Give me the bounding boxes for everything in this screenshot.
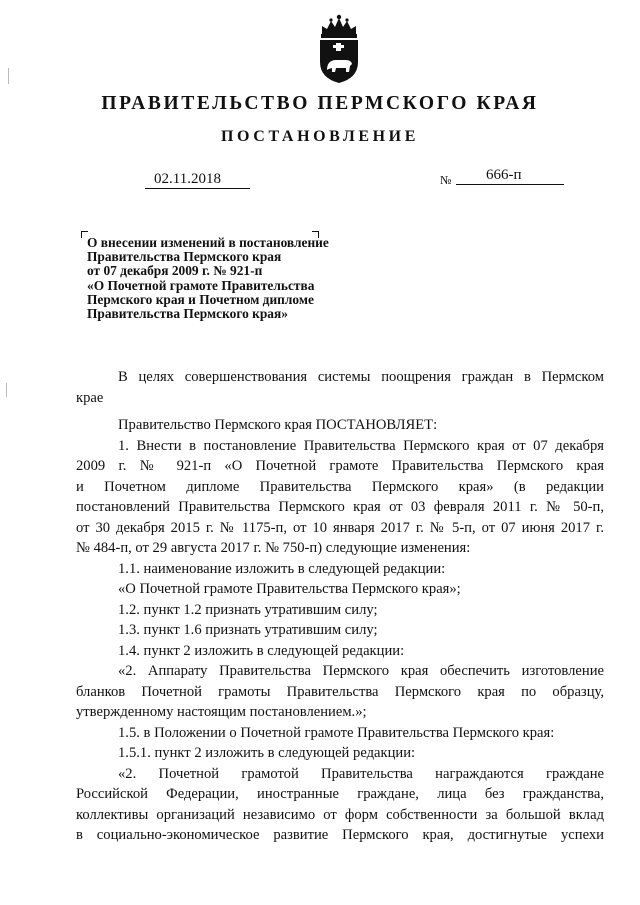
body-line: в социально-экономическое развитие Пермского края, достигнутые успехи bbox=[76, 827, 604, 843]
document-date: 02.11.2018 bbox=[145, 171, 250, 189]
body-line: 1.4. пункт 2 изложить в следующей редакции: bbox=[118, 642, 405, 659]
body-line: 1.5.1. пункт 2 изложить в следующей редакции: bbox=[118, 745, 416, 761]
body-line: «О Почетной грамоте Правительства Пермского края»; bbox=[118, 581, 461, 597]
body-line: 2009 г. № 921-п «О Почетной грамоте Правительства Пермского края bbox=[76, 458, 604, 474]
document-type: ПОСТАНОВЛЕНИЕ bbox=[221, 128, 419, 145]
body-line: «2. Почетной грамотой Правительства награждаются граждане bbox=[118, 765, 604, 782]
body-line: и Почетном дипломе Правительства Пермского края» (в редакции bbox=[76, 478, 604, 495]
body-line: постановлений Правительства Пермского края от 03 февраля 2011 г. № 50-п, bbox=[76, 499, 604, 515]
subject-line: Правительства Пермского края bbox=[87, 249, 282, 265]
body-line: Правительство Пермского края ПОСТАНОВЛЯЕТ: bbox=[118, 417, 438, 433]
government-title: ПРАВИТЕЛЬСТВО ПЕРМСКОГО КРАЯ bbox=[101, 93, 539, 114]
subject-line: «О Почетной грамоте Правительства bbox=[87, 277, 315, 293]
body-line: 1.2. пункт 1.2 признать утратившим силу; bbox=[118, 601, 378, 618]
body-line: коллективы организаций независимо от форм собственности за большой вклад bbox=[76, 806, 604, 823]
subject-line: от 07 декабря 2009 г. № 921-п bbox=[87, 263, 263, 279]
body-line: В целях совершенствования системы поощрения граждан в Пермском bbox=[118, 369, 604, 385]
perm-krai-coat-of-arms-icon bbox=[316, 14, 362, 84]
body-line: бланков Почетной грамоты Правительства Пермского края по образцу, bbox=[76, 683, 604, 700]
body-line: 1.3. пункт 1.6 признать утратившим силу; bbox=[118, 622, 378, 638]
number-sign: № bbox=[440, 173, 452, 187]
document-body bbox=[76, 367, 604, 846]
body-line: Российской Федерации, иностранные граждане, лица без гражданства, bbox=[76, 786, 604, 802]
subject-line: Правительства Пермского края» bbox=[87, 306, 288, 322]
body-line: 1. Внести в постановление Правительства Пермского края от 07 декабря bbox=[118, 437, 604, 454]
document-subject bbox=[87, 236, 387, 321]
body-line: 1.1. наименование изложить в следующей редакции: bbox=[118, 560, 446, 577]
document-number: 666-п bbox=[456, 167, 564, 185]
body-line: 1.5. в Положении о Почетной грамоте Правительства Пермского края: bbox=[118, 724, 555, 741]
body-line: «2. Аппарату Правительства Пермского края обеспечить изготовление bbox=[118, 663, 604, 679]
scan-edge-mark bbox=[6, 383, 7, 397]
body-line: крае bbox=[76, 389, 104, 406]
body-line: № 484-п, от 29 августа 2017 г. № 750-п) следующие изменения: bbox=[76, 540, 471, 556]
body-line: от 30 декабря 2015 г. № 1175-п, от 10 января 2017 г. № 5-п, от 07 июня 2017 г. bbox=[76, 519, 604, 536]
body-line: утвержденному настоящим постановлением.»; bbox=[76, 704, 367, 720]
subject-line: О внесении изменений в постановление bbox=[87, 235, 329, 250]
scan-edge-mark bbox=[8, 68, 9, 84]
subject-line: Пермского края и Почетном дипломе bbox=[87, 291, 314, 307]
